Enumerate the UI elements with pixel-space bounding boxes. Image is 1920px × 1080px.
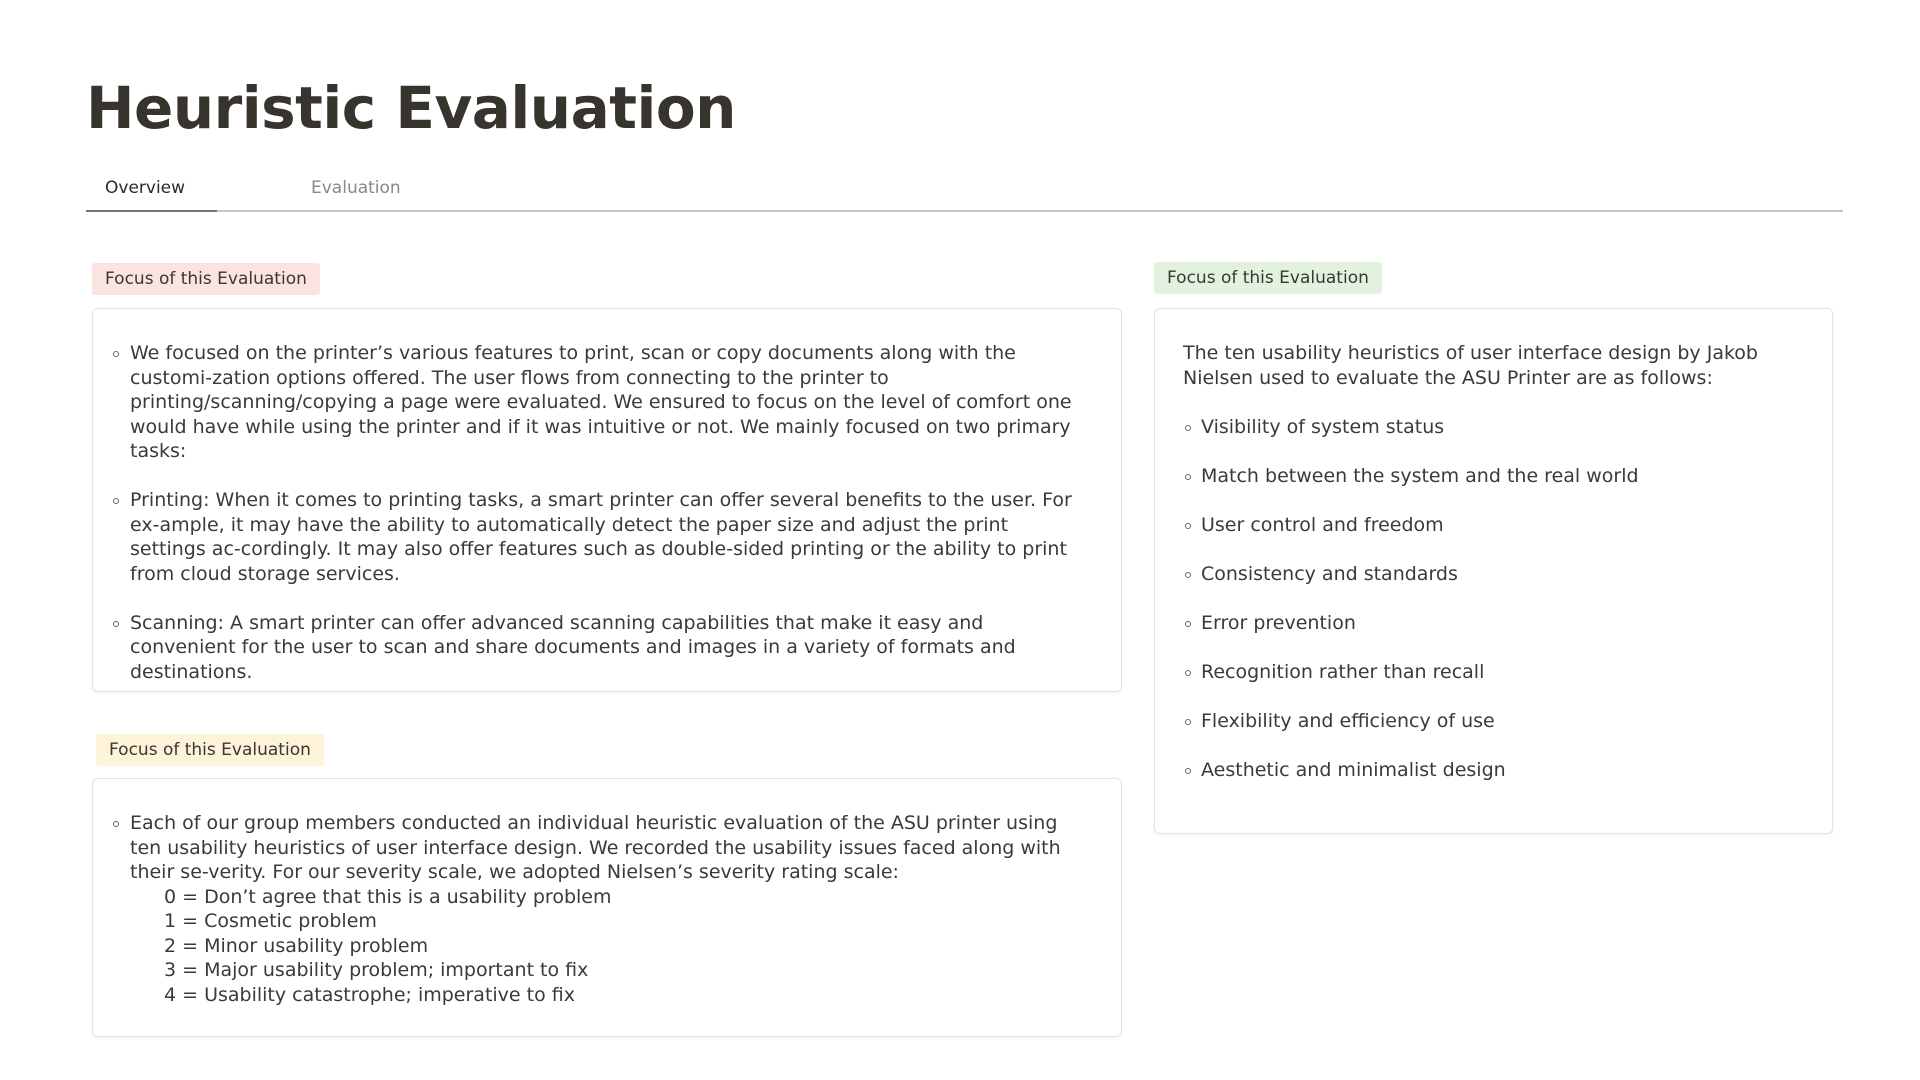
heuristic-item: User control and freedom <box>1183 513 1802 538</box>
heuristic-item: Consistency and standards <box>1183 562 1802 587</box>
method-bullet <box>111 811 1083 1007</box>
focus-bullet-list <box>111 341 1083 684</box>
focus-card <box>92 308 1122 692</box>
severity-item: 2 = Minor usability problem <box>164 934 429 957</box>
heuristics-label: Focus of this Evaluation <box>1154 262 1382 294</box>
method-card <box>92 778 1122 1037</box>
focus-label: Focus of this Evaluation <box>92 263 320 295</box>
heuristics-intro: The ten usability heuristics of user interface design by Jakob Nielsen used to evaluate the ASU Printer are as follows: <box>1183 342 1758 389</box>
focus-bullet: Printing: When it comes to printing tasks, a smart printer can offer several benefits to the user. For ex-ample, it may have the ability to automatically detect the paper size and adjust the print settings ac-cordingly. It may also offer features such as double-sided printing or the ability to print from cloud storage services. <box>111 488 1083 586</box>
severity-item: 3 = Major usability problem; important to fix <box>164 959 589 981</box>
heuristics-card <box>1154 308 1833 834</box>
heuristic-item: Match between the system and the real world <box>1183 464 1802 489</box>
severity-item: 4 = Usability catastrophe; imperative to fix <box>164 983 575 1006</box>
tab-bar <box>86 166 1843 212</box>
heuristic-item: Aesthetic and minimalist design <box>1183 758 1802 783</box>
severity-item: 0 = Don’t agree that this is a usability problem <box>164 885 612 908</box>
heuristics-list <box>1155 415 1802 783</box>
heuristic-item: Error prevention <box>1183 611 1802 636</box>
severity-item: 1 = Cosmetic problem <box>164 910 377 932</box>
heuristic-item: Visibility of system status <box>1183 415 1802 440</box>
method-bullet-list <box>111 811 1083 1007</box>
method-intro: Each of our group members conducted an individual heuristic evaluation of the ASU printer using ten usability heuristics of user interface design. We recorded the usability issues faced along with their se-verity. For our severity scale, we adopted Nielsen’s severity rating scale: <box>130 812 1061 883</box>
heuristic-item: Recognition rather than recall <box>1183 660 1802 685</box>
heuristic-item: Flexibility and efficiency of use <box>1183 709 1802 734</box>
page-title: Heuristic Evaluation <box>86 74 736 142</box>
tab-overview[interactable]: Overview <box>86 178 217 212</box>
focus-bullet: Scanning: A smart printer can offer advanced scanning capabilities that make it easy and convenient for the user to scan and share documents and images in a variety of formats and destinations. <box>111 611 1083 685</box>
severity-scale <box>164 885 1083 1008</box>
method-label: Focus of this Evaluation <box>96 734 324 766</box>
focus-bullet: We focused on the printer’s various features to print, scan or copy documents along with the customi-zation options offered. The user flows from connecting to the printer to printing/scanning/copying a page were evaluated. We ensured to focus on the level of comfort one would have while using the printer and if it was intuitive or not. We mainly focused on two primary tasks: <box>111 341 1083 464</box>
tab-evaluation[interactable]: Evaluation <box>311 178 401 198</box>
